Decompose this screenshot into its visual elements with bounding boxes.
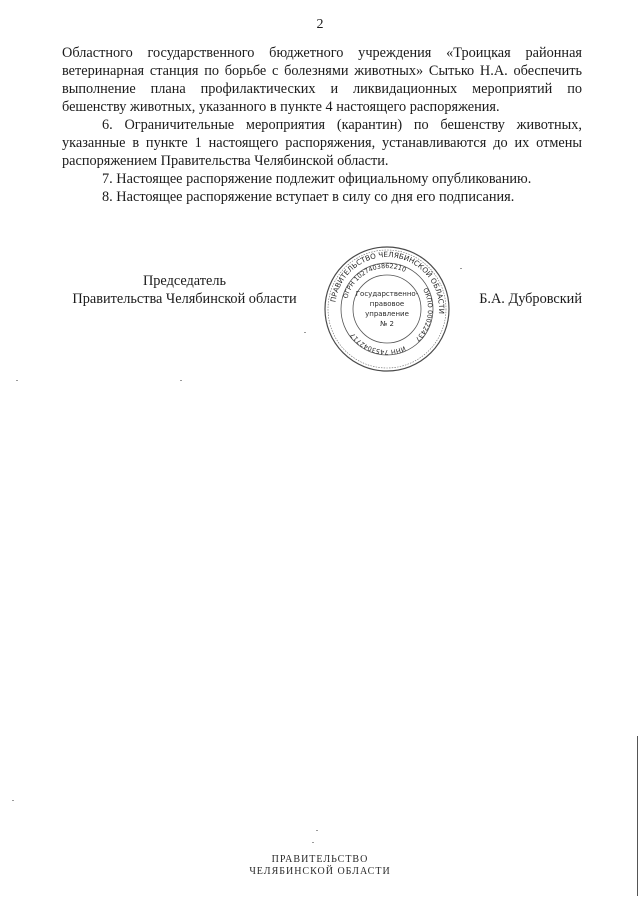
- document-body: [62, 44, 582, 206]
- stamp-inn-text: ИНН 7453042717: [348, 331, 407, 357]
- scan-speck: [12, 800, 14, 801]
- stamp-inner-line4: № 2: [380, 320, 394, 328]
- scan-speck: [460, 268, 462, 269]
- footer-line1: ПРАВИТЕЛЬСТВО: [271, 854, 369, 865]
- paragraph-7: 7. Настоящее распоряжение подлежит официальному опубликованию.: [102, 171, 532, 187]
- footer-line2: ЧЕЛЯБИНСКОЙ ОБЛАСТИ: [249, 866, 391, 877]
- paragraph-8: 8. Настоящее распоряжение вступает в силу со дня его подписания.: [102, 189, 515, 205]
- signatory-name: Б.А. Дубровский: [479, 291, 582, 307]
- page-number: 2: [316, 17, 324, 32]
- scan-speck: [312, 842, 314, 843]
- signatory-title-line1: Председатель: [142, 273, 227, 289]
- stamp-ring-text: ПРАВИТЕЛЬСТВО ЧЕЛЯБИНСКОЙ ОБЛАСТИ: [328, 249, 447, 315]
- stamp-inner-line1: Государственно-: [355, 290, 419, 298]
- footer-watermark: [0, 854, 640, 878]
- paragraph-5-continuation: Областного государственного бюджетного учреждения «Троицкая районная ветеринарная станция по борьбе с болезнями животных» Сытько Н.А. обеспечить выполнение плана профилактических и ликвидационных мероприятий по бешенству животных, указанного в пункте 4 настоящего распоряжения.: [62, 45, 582, 115]
- stamp-okpo-text: ОКПО 00022437: [413, 286, 435, 344]
- stamp-inner-line3: управление: [365, 310, 409, 318]
- stamp-inner-line2: правовое: [369, 300, 405, 308]
- signatory-title: [62, 272, 307, 308]
- stamp-ogrn-text: ОГРН 1027403862210: [341, 261, 408, 300]
- paragraph-6: 6. Ограничительные мероприятия (карантин) по бешенству животных, указанные в пункте 1 настоящего распоряжения, устанавливаются до их отмены распоряжением Правительства Челябинской области.: [62, 117, 582, 169]
- signatory-title-line2: Правительства Челябинской области: [72, 291, 297, 307]
- scan-speck: [304, 332, 306, 333]
- official-seal-stamp: [322, 244, 452, 374]
- scan-speck: [316, 830, 318, 831]
- scan-speck: [16, 380, 18, 381]
- scan-speck: [180, 380, 182, 381]
